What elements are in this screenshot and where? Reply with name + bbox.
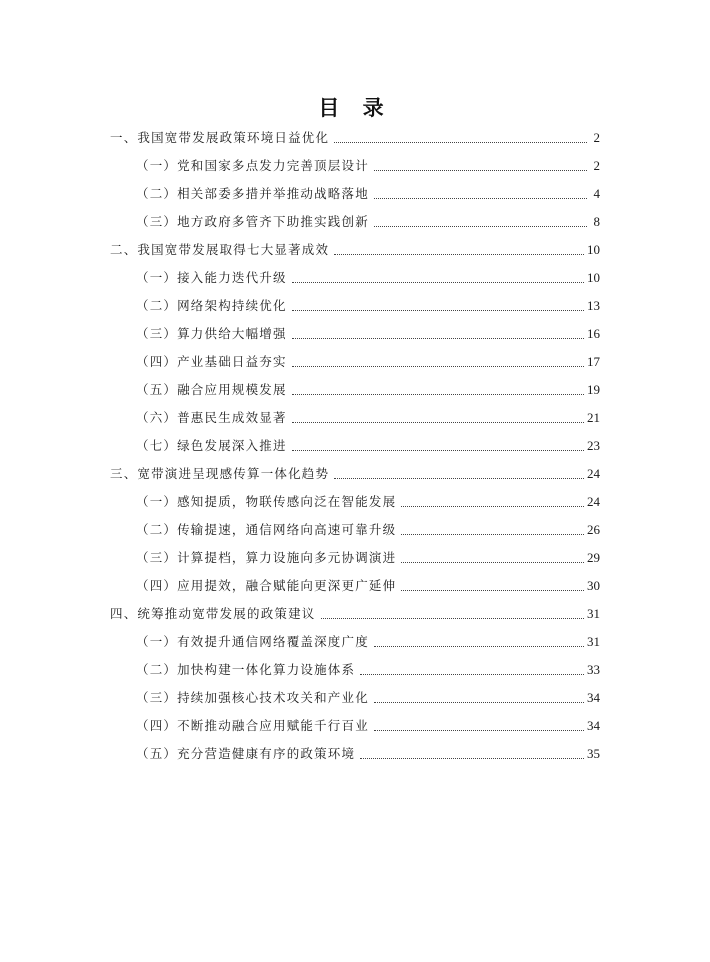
toc-dot-leader bbox=[292, 337, 584, 339]
page-title: 目 录 bbox=[318, 96, 392, 120]
toc-section-entry[interactable] bbox=[0, 488, 600, 516]
toc-entry-label: （三）算力供给大幅增强 bbox=[136, 320, 289, 348]
toc-section-entry[interactable] bbox=[0, 712, 600, 740]
toc-dot-leader bbox=[374, 729, 584, 731]
toc-page-number: 4 bbox=[593, 186, 600, 201]
toc-section-entry[interactable] bbox=[0, 292, 600, 320]
toc-section-entry[interactable] bbox=[0, 628, 600, 656]
toc-dot-leader bbox=[292, 281, 584, 283]
toc-entry-label: 三、宽带演进呈现感传算一体化趋势 bbox=[110, 460, 331, 488]
toc-entry-label: （二）加快构建一体化算力设施体系 bbox=[136, 656, 357, 684]
toc-section-entry[interactable] bbox=[0, 320, 600, 348]
toc-page-number: 33 bbox=[587, 662, 600, 677]
toc-entry-label: （三）计算提档，算力设施向多元协调演进 bbox=[136, 544, 398, 572]
toc-page-number: 10 bbox=[587, 270, 600, 285]
toc-dot-leader bbox=[292, 365, 584, 367]
toc-section-entry[interactable] bbox=[0, 208, 600, 236]
toc-dot-leader bbox=[321, 617, 584, 619]
toc-page-number: 10 bbox=[587, 242, 600, 257]
toc-chapter-entry[interactable] bbox=[0, 460, 600, 488]
toc-page-number: 19 bbox=[587, 382, 600, 397]
toc-dot-leader bbox=[334, 477, 584, 479]
toc-section-entry[interactable] bbox=[0, 684, 600, 712]
toc-dot-leader bbox=[374, 169, 587, 171]
toc-section-entry[interactable] bbox=[0, 432, 600, 460]
toc-section-entry[interactable] bbox=[0, 264, 600, 292]
toc-section-entry[interactable] bbox=[0, 740, 600, 768]
table-of-contents bbox=[0, 124, 710, 768]
toc-page-number: 24 bbox=[587, 494, 600, 509]
toc-section-entry[interactable] bbox=[0, 656, 600, 684]
toc-page-number: 2 bbox=[593, 130, 600, 145]
toc-entry-label: （七）绿色发展深入推进 bbox=[136, 432, 289, 460]
toc-dot-leader bbox=[401, 561, 584, 563]
toc-dot-leader bbox=[360, 673, 584, 675]
toc-entry-label: （六）普惠民生成效显著 bbox=[136, 404, 289, 432]
toc-page-number: 2 bbox=[593, 158, 600, 173]
toc-entry-label: （三）持续加强核心技术攻关和产业化 bbox=[136, 684, 371, 712]
toc-section-entry[interactable] bbox=[0, 516, 600, 544]
toc-entry-label: （一）有效提升通信网络覆盖深度广度 bbox=[136, 628, 371, 656]
toc-page-number: 16 bbox=[587, 326, 600, 341]
toc-chapter-entry[interactable] bbox=[0, 600, 600, 628]
toc-page-number: 31 bbox=[587, 634, 600, 649]
toc-entry-label: （四）应用提效，融合赋能向更深更广延伸 bbox=[136, 572, 398, 600]
toc-section-entry[interactable] bbox=[0, 180, 600, 208]
toc-dot-leader bbox=[374, 645, 584, 647]
toc-entry-label: （二）传输提速，通信网络向高速可靠升级 bbox=[136, 516, 398, 544]
toc-dot-leader bbox=[374, 701, 584, 703]
toc-chapter-entry[interactable] bbox=[0, 236, 600, 264]
toc-chapter-entry[interactable] bbox=[0, 124, 600, 152]
toc-page-number: 34 bbox=[587, 718, 600, 733]
toc-page-number: 24 bbox=[587, 466, 600, 481]
toc-entry-label: （一）感知提质，物联传感向泛在智能发展 bbox=[136, 488, 398, 516]
toc-entry-label: （四）不断推动融合应用赋能千行百业 bbox=[136, 712, 371, 740]
toc-entry-label: 一、我国宽带发展政策环境日益优化 bbox=[110, 124, 331, 152]
toc-entry-label: （四）产业基础日益夯实 bbox=[136, 348, 289, 376]
toc-section-entry[interactable] bbox=[0, 152, 600, 180]
toc-entry-label: 二、我国宽带发展取得七大显著成效 bbox=[110, 236, 331, 264]
toc-entry-label: （五）融合应用规模发展 bbox=[136, 376, 289, 404]
toc-dot-leader bbox=[401, 589, 584, 591]
toc-entry-label: （三）地方政府多管齐下助推实践创新 bbox=[136, 208, 371, 236]
toc-entry-label: 四、统筹推动宽带发展的政策建议 bbox=[110, 600, 318, 628]
toc-page-number: 35 bbox=[587, 746, 600, 761]
toc-dot-leader bbox=[292, 309, 584, 311]
toc-entry-label: （二）网络架构持续优化 bbox=[136, 292, 289, 320]
toc-dot-leader bbox=[334, 253, 584, 255]
toc-page-number: 26 bbox=[587, 522, 600, 537]
toc-page-number: 34 bbox=[587, 690, 600, 705]
toc-section-entry[interactable] bbox=[0, 348, 600, 376]
toc-section-entry[interactable] bbox=[0, 376, 600, 404]
toc-dot-leader bbox=[334, 141, 587, 143]
toc-dot-leader bbox=[374, 197, 587, 199]
toc-section-entry[interactable] bbox=[0, 572, 600, 600]
toc-dot-leader bbox=[360, 757, 584, 759]
toc-page-number: 13 bbox=[587, 298, 600, 313]
toc-dot-leader bbox=[401, 505, 584, 507]
toc-dot-leader bbox=[292, 421, 584, 423]
toc-entry-label: （五）充分营造健康有序的政策环境 bbox=[136, 740, 357, 768]
toc-dot-leader bbox=[292, 449, 584, 451]
toc-entry-label: （一）接入能力迭代升级 bbox=[136, 264, 289, 292]
toc-page-number: 29 bbox=[587, 550, 600, 565]
toc-page-number: 23 bbox=[587, 438, 600, 453]
toc-dot-leader bbox=[292, 393, 584, 395]
toc-entry-label: （二）相关部委多措并举推动战略落地 bbox=[136, 180, 371, 208]
toc-page-number: 8 bbox=[593, 214, 600, 229]
toc-section-entry[interactable] bbox=[0, 404, 600, 432]
toc-entry-label: （一）党和国家多点发力完善顶层设计 bbox=[136, 152, 371, 180]
toc-page-number: 31 bbox=[587, 606, 600, 621]
toc-page-number: 21 bbox=[587, 410, 600, 425]
toc-dot-leader bbox=[374, 225, 587, 227]
toc-page-number: 17 bbox=[587, 354, 600, 369]
toc-section-entry[interactable] bbox=[0, 544, 600, 572]
toc-dot-leader bbox=[401, 533, 584, 535]
toc-page-number: 30 bbox=[587, 578, 600, 593]
